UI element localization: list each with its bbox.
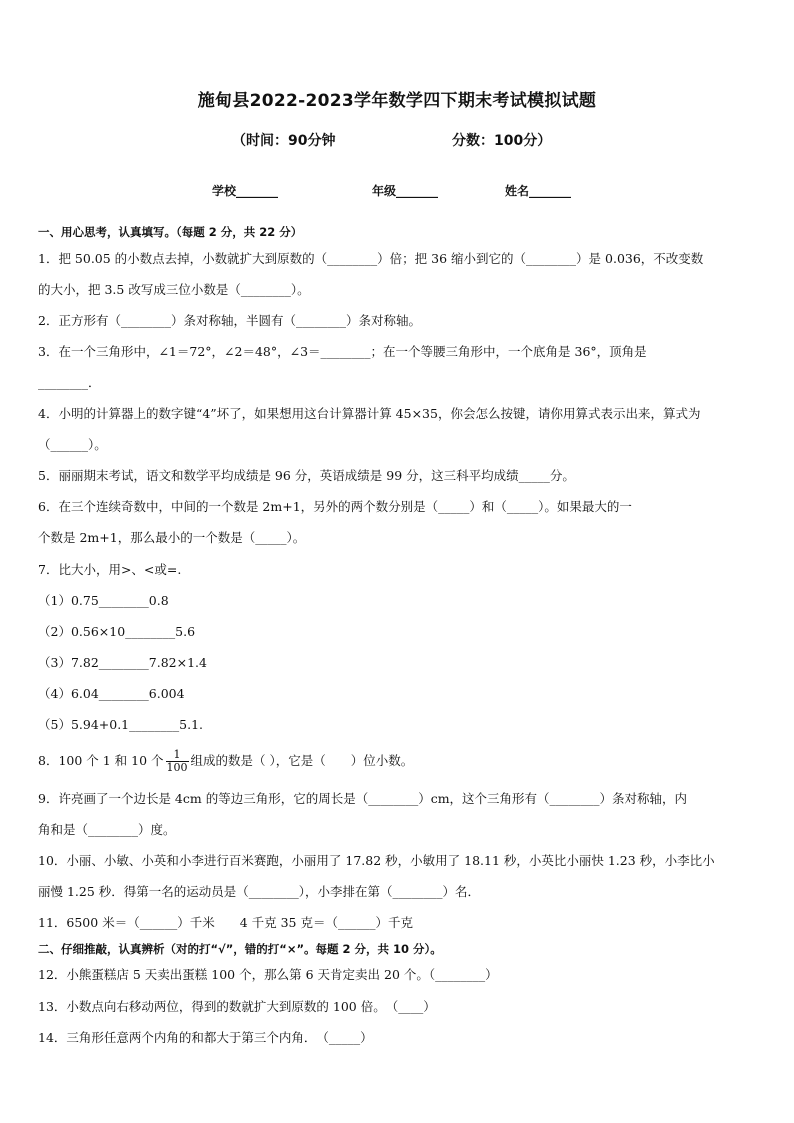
question-14: 14．三角形任意两个内角的和都大于第三个内角． （_____） [38, 1030, 373, 1045]
question-1-line-1: 1．把 50.05 的小数点去掉，小数就扩大到原数的（________）倍；把 36 缩小到它的（________）是 0.036，不改变数 [38, 251, 704, 266]
school-field: 学校_______ [212, 184, 279, 198]
exam-time: （时间：90分钟 [232, 133, 336, 149]
question-9-line-1: 9．许亮画了一个边长是 4cm 的等边三角形，它的周长是（________）cm，这个三角形有（________）条对称轴，内 [38, 791, 688, 806]
fraction-one-hundredth [166, 749, 189, 774]
section-2-heading: 二、仔细推敲，认真辨析（对的打“√”，错的打“×”。每题 2 分，共 10 分）。 [38, 942, 442, 956]
fraction-numerator: 1 [166, 749, 189, 762]
question-12: 12．小熊蛋糕店 5 天卖出蛋糕 100 个，那么第 6 天肯定卖出 20 个。（________） [38, 967, 498, 982]
question-7-item-5: （5）5.94+0.1________5.1. [38, 717, 203, 732]
section-1-heading: 一、用心思考，认真填写。（每题 2 分，共 22 分） [38, 225, 303, 239]
exam-title: 施甸县2022-2023学年数学四下期末考试模拟试题 [197, 91, 597, 111]
question-6-line-1: 6．在三个连续奇数中，中间的一个数是 2m+1，另外的两个数分别是（_____）和（_____）。如果最大的一 [38, 499, 632, 514]
question-13: 13．小数点向右移动两位，得到的数就扩大到原数的 100 倍。 （____） [38, 999, 436, 1014]
exam-score: 分数：100分） [452, 133, 552, 149]
question-8 [38, 746, 760, 776]
grade-field: 年级_______ [372, 184, 439, 198]
question-7: 7．比大小，用>、<或=. [38, 562, 182, 577]
question-7-item-1: （1）0.75________0.8 [38, 593, 169, 608]
question-10-line-1: 10．小丽、小敏、小英和小李进行百米赛跑，小丽用了 17.82 秒，小敏用了 18.11 秒，小英比小丽快 1.23 秒，小李比小 [38, 853, 715, 868]
name-field: 姓名_______ [505, 184, 572, 198]
question-4-line-1: 4．小明的计算器上的数字键“4”坏了，如果想用这台计算器计算 45×35，你会怎么按键，请你用算式表示出来，算式为 [38, 406, 701, 421]
question-1-line-2: 的大小，把 3.5 改写成三位小数是（________）。 [38, 282, 310, 297]
question-3-line-2: ________． [38, 375, 101, 390]
question-10-line-2: 丽慢 1.25 秒．得第一名的运动员是（________），小李排在第（________）名． [38, 884, 481, 899]
question-3-line-1: 3．在一个三角形中，∠1＝72°，∠2＝48°，∠3＝________；在一个等腰三角形中，一个底角是 36°，顶角是 [38, 344, 647, 359]
question-5: 5．丽丽期末考试，语文和数学平均成绩是 96 分，英语成绩是 99 分，这三科平均成绩_____分。 [38, 468, 575, 483]
fraction-denominator: 100 [166, 761, 188, 774]
question-9-line-2: 角和是（________）度。 [38, 822, 176, 837]
question-8-prefix: 8．100 个 1 和 10 个 [38, 753, 164, 768]
question-7-item-2: （2）0.56×10________5.6 [38, 624, 196, 639]
question-11: 11．6500 米＝（______）千米 4 千克 35 克＝（______）千克 [38, 915, 413, 930]
question-2: 2．正方形有（________）条对称轴，半圆有（________）条对称轴。 [38, 313, 421, 328]
question-7-item-4: （4）6.04________6.004 [38, 686, 185, 701]
question-6-line-2: 个数是 2m+1，那么最小的一个数是（_____）。 [38, 530, 306, 545]
question-7-item-3: （3）7.82________7.82×1.4 [38, 655, 207, 670]
question-8-suffix: 组成的数是（ ），它是（ ）位小数。 [190, 753, 414, 768]
question-4-line-2: （______）。 [38, 437, 107, 452]
